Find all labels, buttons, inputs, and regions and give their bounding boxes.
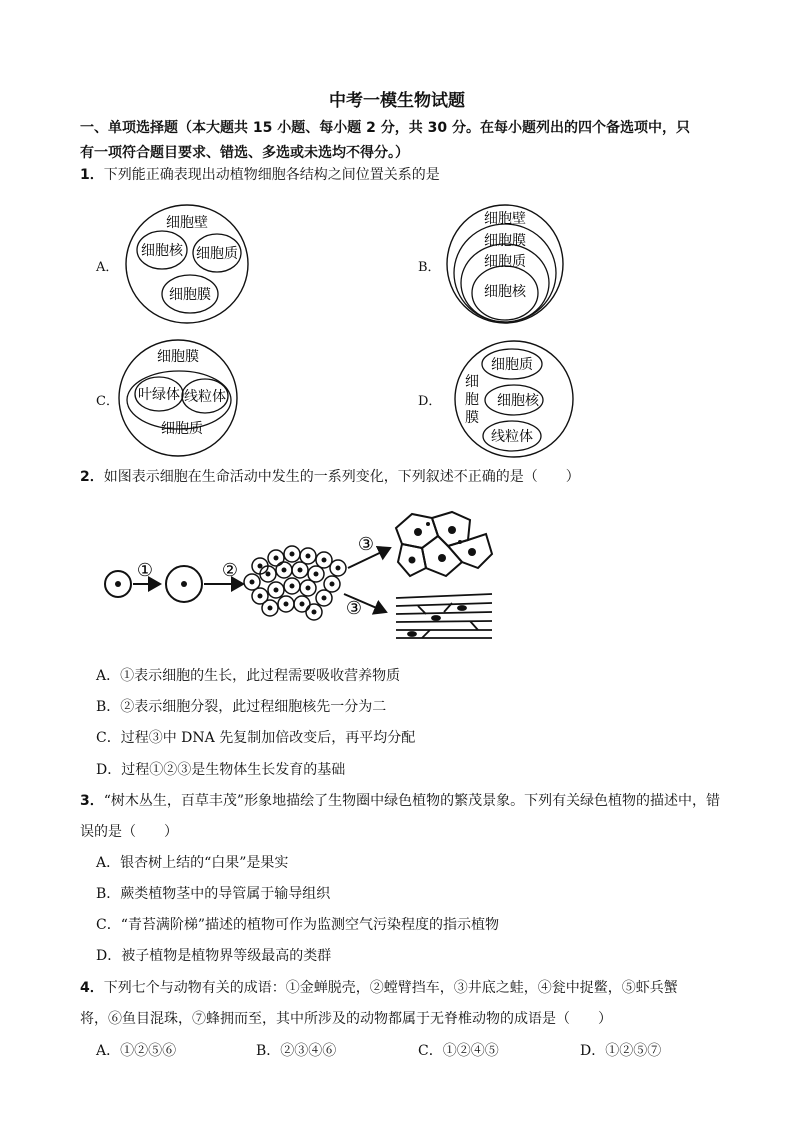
q4-option-c: C．①②④⑤ — [418, 1043, 499, 1059]
q1-option-c-diagram — [117, 338, 241, 460]
question-1-number: 1． — [80, 167, 104, 183]
question-1 — [80, 164, 440, 184]
label-cell-wall: 细胞壁 — [166, 215, 208, 231]
question-3-stem-1: “树木丛生，百草丰茂”形象地描绘了生物圈中绿色植物的繁茂景象。下列有关绿色植物的描述中，错 — [103, 793, 721, 809]
label-d-mitochondria: 线粒体 — [491, 429, 533, 445]
label-d-cytoplasm: 细胞质 — [491, 357, 533, 373]
question-3-line1 — [80, 790, 720, 810]
q3-option-b: B．蕨类植物茎中的导管属于输导组织 — [96, 886, 331, 902]
q1-option-d-diagram — [452, 338, 576, 460]
q4-option-a: A．①②⑤⑥ — [96, 1043, 177, 1059]
page-title: 中考一模生物试题 — [329, 91, 465, 111]
question-4-number: 4． — [80, 980, 104, 996]
question-4-line1 — [80, 977, 678, 997]
question-2-stem: 如图表示细胞在生命活动中发生的一系列变化，下列叙述不正确的是（ ） — [103, 469, 580, 485]
q3-option-a: A．银杏树上结的“白果”是果实 — [96, 855, 289, 871]
label-d-side1: 细 — [465, 374, 479, 390]
step-2-label: ② — [221, 560, 239, 581]
label-d-side3: 膜 — [465, 410, 479, 426]
q4-option-b: B．②③④⑥ — [256, 1043, 337, 1059]
muscle-fiber-tissue — [396, 594, 492, 638]
label-mitochondria: 线粒体 — [184, 389, 226, 405]
label-c-membrane: 细胞膜 — [157, 349, 199, 365]
label-b-membrane: 细胞膜 — [484, 233, 526, 249]
label-c-cytoplasm: 细胞质 — [161, 421, 203, 437]
step-3a-label: ③ — [357, 534, 375, 555]
question-3-number: 3． — [80, 793, 104, 809]
question-2 — [80, 466, 580, 486]
differentiated-tissue-cells — [396, 512, 492, 576]
label-b-nucleus: 细胞核 — [484, 284, 526, 300]
grown-cell-nucleus — [181, 581, 187, 587]
step-1-label: ① — [136, 560, 154, 581]
question-4-stem-2: 将，⑥鱼目混珠，⑦蜂拥而至，其中所涉及的动物都属于无脊椎动物的成语是（ ） — [80, 1011, 612, 1027]
step-3b-label: ③ — [345, 598, 363, 619]
q1-option-a-diagram — [124, 202, 254, 328]
question-2-number: 2． — [80, 469, 104, 485]
q1-option-b-diagram — [444, 202, 566, 326]
label-membrane: 细胞膜 — [169, 287, 211, 303]
dividing-cell-cluster — [244, 546, 346, 620]
small-cell-nucleus — [115, 581, 121, 587]
q1-option-d-label: D． — [418, 394, 442, 409]
q4-option-d: D．①②⑤⑦ — [580, 1043, 662, 1059]
q3-option-d: D．被子植物是植物界等级最高的类群 — [96, 948, 332, 964]
section-heading-line1: 一、单项选择题（本大题共 15 小题、每小题 2 分，共 30 分。在每小题列出的四个备选项中，只 — [80, 120, 690, 136]
question-1-stem: 下列能正确表现出动植物细胞各结构之间位置关系的是 — [103, 167, 440, 183]
label-chloroplast: 叶绿体 — [138, 387, 180, 403]
section-heading-line2: 有一项符合题目要求、错选、多选或未选均不得分。） — [80, 145, 409, 161]
cell-process-figure — [100, 506, 500, 646]
label-nucleus: 细胞核 — [141, 243, 183, 259]
q1-option-a-label: A． — [96, 260, 119, 275]
q3-option-c: C．“青苔满阶梯”描述的植物可作为监测空气污染程度的指示植物 — [96, 917, 500, 933]
label-cytoplasm: 细胞质 — [196, 246, 238, 262]
question-3-stem-2: 误的是（ ） — [80, 824, 178, 840]
q2-option-b: B．②表示细胞分裂，此过程细胞核先一分为二 — [96, 699, 387, 715]
label-d-nucleus: 细胞核 — [497, 393, 539, 409]
label-b-wall: 细胞壁 — [484, 211, 526, 227]
q2-option-d: D．过程①②③是生物体生长发育的基础 — [96, 762, 346, 778]
q2-option-c: C．过程③中 DNA 先复制加倍改变后，再平均分配 — [96, 730, 416, 746]
q1-option-c-label: C． — [96, 394, 119, 409]
label-d-side2: 胞 — [465, 392, 479, 408]
question-4-stem-1: 下列七个与动物有关的成语：①金蝉脱壳，②螳臂挡车，③井底之蛙，④瓮中捉鳖，⑤虾兵蟹 — [103, 980, 678, 996]
q2-option-a: A．①表示细胞的生长，此过程需要吸收营养物质 — [96, 668, 401, 684]
label-b-cytoplasm: 细胞质 — [484, 254, 526, 270]
q1-option-b-label: B． — [418, 260, 441, 275]
